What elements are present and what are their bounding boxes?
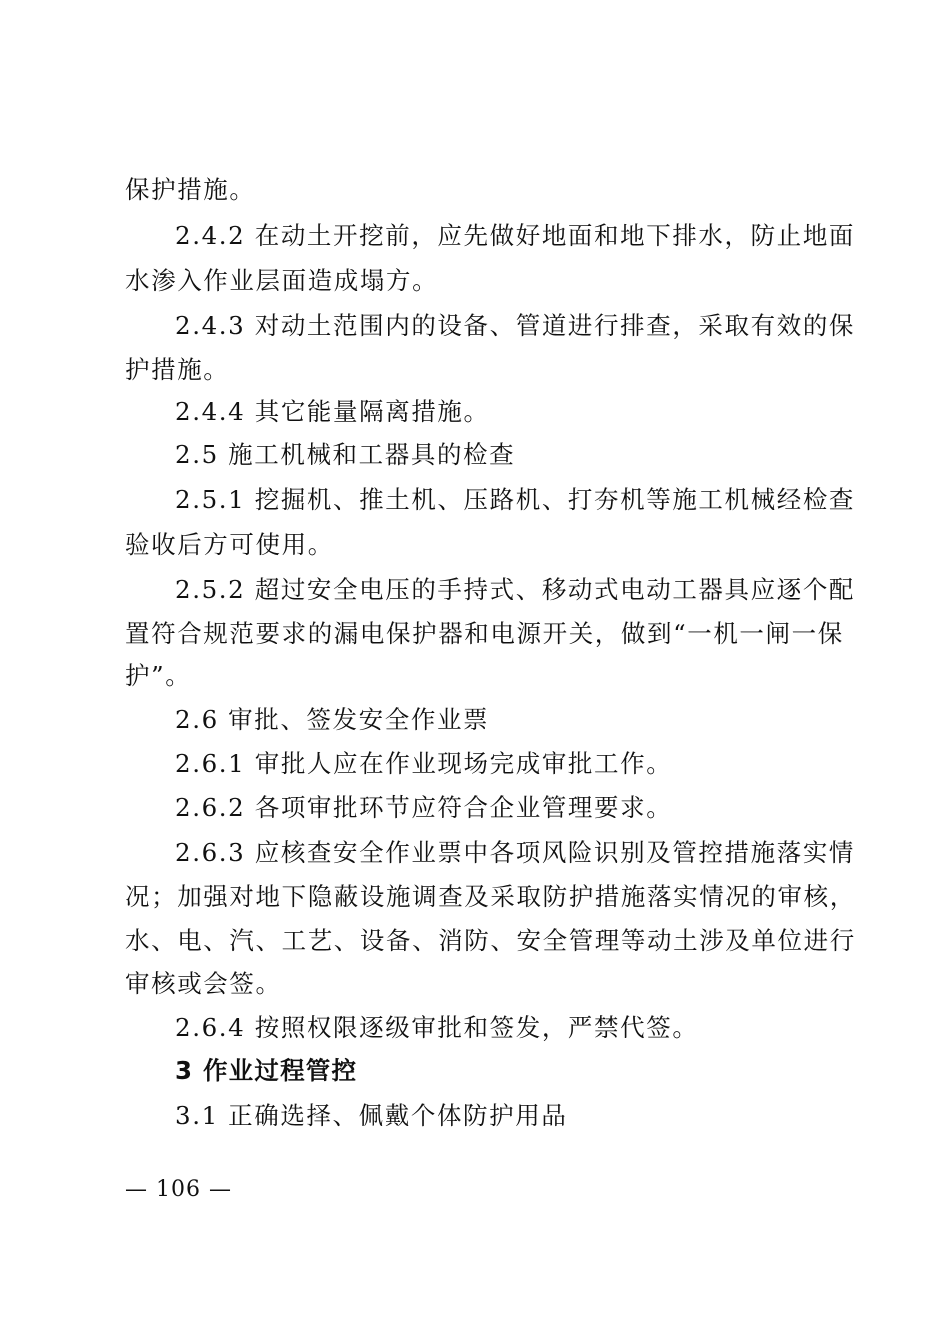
text-line-14: 2.6.1 审批人应在作业现场完成审批工作。 [175, 749, 673, 778]
text-line-18: 水、电、汽、工艺、设备、消防、安全管理等动土涉及单位进行 [125, 926, 856, 955]
text-line-17: 况；加强对地下隐蔽设施调查及采取防护措施落实情况的审核， [125, 882, 856, 911]
section-heading-2-6: 2.6 审批、签发安全作业票 [175, 705, 490, 734]
text-line-10: 2.5.2 超过安全电压的手持式、移动式电动工器具应逐个配 [175, 575, 856, 604]
text-line-5: 护措施。 [125, 355, 230, 384]
section-heading-3-1: 3.1 正确选择、佩戴个体防护用品 [175, 1101, 568, 1130]
page-number: — 106 — [125, 1177, 232, 1202]
text-line-2: 2.4.2 在动土开挖前，应先做好地面和地下排水，防止地面 [175, 221, 856, 250]
text-line-3: 水渗入作业层面造成塌方。 [125, 266, 439, 295]
text-line-16: 2.6.3 应核查安全作业票中各项风险识别及管控措施落实情 [175, 838, 856, 867]
text-line-9: 验收后方可使用。 [125, 530, 334, 559]
text-line-6: 2.4.4 其它能量隔离措施。 [175, 397, 490, 426]
text-line-19: 审核或会签。 [125, 969, 282, 998]
text-line-1: 保护措施。 [125, 175, 256, 204]
section-heading-3: 3 作业过程管控 [175, 1056, 358, 1085]
text-line-12: 护”。 [125, 661, 192, 690]
text-line-15: 2.6.2 各项审批环节应符合企业管理要求。 [175, 793, 673, 822]
section-heading-2-5: 2.5 施工机械和工器具的检查 [175, 440, 516, 469]
text-line-8: 2.5.1 挖掘机、推土机、压路机、打夯机等施工机械经检查 [175, 485, 856, 514]
text-line-11: 置符合规范要求的漏电保护器和电源开关，做到“一机一闸一保 [125, 619, 844, 648]
text-line-20: 2.6.4 按照权限逐级审批和签发，严禁代签。 [175, 1013, 699, 1042]
text-line-4: 2.4.3 对动土范围内的设备、管道进行排查，采取有效的保 [175, 311, 856, 340]
